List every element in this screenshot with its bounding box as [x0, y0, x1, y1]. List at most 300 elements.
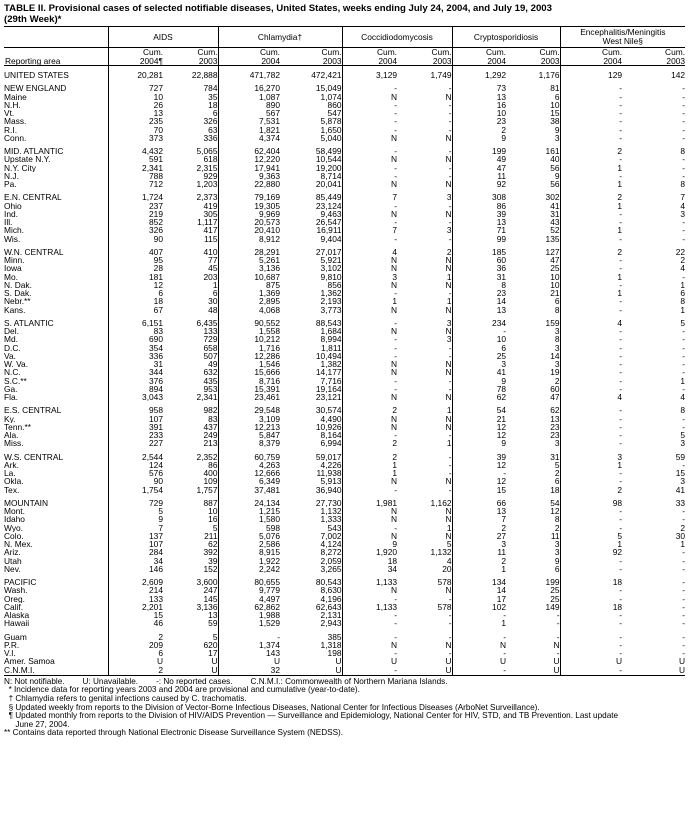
table-row	[4, 289, 685, 297]
value-cell: 1,318	[320, 640, 342, 649]
value-cell: -	[556, 611, 560, 620]
value-cell: 13	[452, 218, 506, 226]
value-cell: 1,922	[218, 557, 280, 565]
table-row	[4, 385, 685, 393]
value-cell: 39	[452, 453, 506, 461]
value-cell: -	[560, 84, 622, 92]
table-row	[4, 524, 685, 532]
value-cell: 83	[108, 327, 163, 335]
reporting-area-cell: MOUNTAIN	[4, 498, 49, 507]
reporting-area-cell: Minn.	[4, 256, 25, 265]
value-cell: 85,449	[315, 193, 342, 202]
value-cell: -	[448, 469, 452, 478]
value-cell: 8,716	[218, 377, 280, 385]
value-cell: 3	[452, 360, 506, 368]
value-cell: -	[560, 611, 622, 619]
value-cell: 9	[554, 125, 560, 134]
table-row	[4, 548, 685, 556]
value-cell: 284	[108, 548, 163, 556]
value-cell: 1	[342, 469, 397, 477]
reporting-area-cell: Del.	[4, 327, 19, 336]
value-cell: 5	[446, 540, 452, 549]
value-cell: -	[682, 133, 686, 142]
value-cell: 852	[108, 218, 163, 226]
value-cell: N	[342, 415, 397, 423]
value-cell: 78	[452, 385, 506, 393]
value-cell: 3	[560, 453, 622, 461]
value-cell: 6	[212, 109, 218, 118]
value-cell: -	[682, 272, 686, 281]
value-cell: 209	[108, 641, 163, 649]
value-cell: 12	[452, 461, 506, 469]
value-cell: 373	[108, 134, 163, 142]
reporting-area-cell: Oreg.	[4, 594, 25, 603]
table-row	[4, 172, 685, 180]
value-cell: 2,373	[196, 193, 218, 202]
value-cell: 471,782	[218, 71, 280, 79]
value-cell: -	[682, 100, 686, 109]
value-cell: 2	[554, 469, 560, 478]
value-cell: 15	[675, 469, 686, 478]
value-cell: 25	[550, 594, 560, 603]
value-cell: 16	[208, 515, 218, 524]
value-cell: 5,261	[218, 256, 280, 264]
document	[4, 3, 685, 738]
value-cell: 23,461	[218, 393, 280, 401]
value-cell: 4	[680, 264, 686, 273]
value-cell: 4,497	[218, 595, 280, 603]
value-cell: 39	[208, 556, 218, 565]
value-cell: 12,220	[218, 155, 280, 163]
reporting-area-cell: Upstate N.Y.	[4, 155, 51, 164]
table-row	[4, 368, 685, 376]
value-cell: 1,132	[320, 507, 342, 516]
footnote-line: June 27, 2004.	[4, 719, 70, 729]
value-cell: 32	[218, 666, 280, 676]
value-cell: 8	[680, 297, 686, 306]
footnotes	[4, 678, 685, 738]
value-cell: 3	[680, 209, 686, 218]
value-cell: 4,374	[218, 134, 280, 142]
reporting-area-cell: Ind.	[4, 209, 18, 218]
value-cell: 133	[203, 327, 218, 336]
value-cell: 376	[108, 377, 163, 385]
subheader-line: 2003	[198, 55, 218, 66]
table-row	[4, 101, 685, 109]
table-row	[4, 180, 685, 188]
value-cell: 4,432	[108, 147, 163, 155]
reporting-area-cell: PACIFIC	[4, 578, 37, 587]
value-cell: 3,773	[320, 305, 342, 314]
reporting-area-cell: W. Va.	[4, 360, 29, 369]
value-cell: N	[445, 133, 452, 142]
value-cell: 28	[108, 264, 163, 272]
value-cell: 1,132	[430, 548, 452, 557]
value-cell: 1	[560, 273, 622, 281]
table-row	[4, 633, 685, 641]
value-cell: 400	[203, 469, 218, 478]
value-cell: 1	[212, 280, 218, 289]
value-cell: N	[445, 155, 452, 164]
reporting-area-cell: Maine	[4, 92, 27, 101]
table-row	[4, 248, 685, 256]
value-cell: 36,940	[315, 485, 342, 494]
value-cell: 37,481	[218, 486, 280, 494]
subheader-line: Cum.	[665, 47, 686, 57]
value-cell: -	[682, 343, 686, 352]
footnote-list	[4, 686, 685, 738]
value-cell: 11	[452, 548, 506, 556]
value-cell: -	[342, 649, 397, 657]
subheader-2	[218, 48, 280, 66]
value-cell: 133	[108, 595, 163, 603]
value-cell: 20,410	[218, 226, 280, 234]
value-cell: 10,926	[315, 422, 342, 431]
value-cell: 4,068	[218, 306, 280, 314]
value-cell: -	[560, 117, 622, 125]
value-cell: -	[560, 633, 622, 641]
reporting-area-cell: N.Y. City	[4, 163, 36, 172]
value-cell: 199	[452, 147, 506, 155]
value-cell: 727	[108, 84, 163, 92]
title-line-2: (29th Week)*	[4, 14, 62, 25]
value-cell: 16	[452, 101, 506, 109]
table-row	[4, 134, 685, 142]
value-cell: 9	[452, 439, 506, 447]
table-row	[4, 344, 685, 352]
reporting-area-cell: Ky.	[4, 414, 16, 423]
value-cell: -	[682, 384, 686, 393]
value-cell: 2,341	[196, 393, 218, 402]
value-cell: N	[342, 210, 397, 218]
value-cell: 135	[545, 234, 560, 243]
value-cell: 13	[208, 611, 218, 620]
value-cell: 7	[452, 515, 506, 523]
value-cell: 308	[452, 193, 506, 201]
value-cell: 894	[108, 385, 163, 393]
value-cell: N	[342, 532, 397, 540]
value-cell: -	[452, 469, 506, 477]
value-cell: 8	[554, 335, 560, 344]
value-cell: -	[448, 376, 452, 385]
value-cell: U	[506, 666, 560, 676]
value-cell: 107	[108, 415, 163, 423]
value-cell: -	[560, 281, 622, 289]
value-cell: N	[553, 640, 560, 649]
value-cell: 1,811	[321, 343, 342, 352]
value-cell: N	[342, 180, 397, 188]
value-cell: -	[682, 460, 686, 469]
value-cell: 99	[452, 235, 506, 243]
value-cell: 1	[452, 619, 506, 627]
value-cell: 22,880	[218, 180, 280, 188]
value-cell: 54	[452, 406, 506, 414]
value-cell: 23	[550, 422, 560, 431]
value-cell: 2,131	[320, 611, 342, 620]
table-row	[4, 306, 685, 314]
value-cell: 1	[560, 289, 622, 297]
value-cell: 56	[550, 180, 560, 189]
reporting-area-cell: Okla.	[4, 477, 24, 486]
value-cell: 12	[452, 477, 506, 485]
value-cell: -	[448, 384, 452, 393]
value-cell: 472,421	[311, 71, 342, 80]
value-cell: 70	[108, 126, 163, 134]
value-cell: N	[342, 507, 397, 515]
table-row	[4, 218, 685, 226]
subheader-7	[506, 48, 560, 66]
value-cell: 12,666	[218, 469, 280, 477]
value-cell: -	[560, 256, 622, 264]
value-cell: 2,586	[218, 540, 280, 548]
value-cell: 19,305	[218, 202, 280, 210]
subheader-line: Cum.	[602, 47, 623, 57]
reporting-area-cell: E.S. CENTRAL	[4, 406, 62, 415]
subheader-6	[452, 48, 506, 66]
value-cell: -	[342, 235, 397, 243]
value-cell: 71	[452, 226, 506, 234]
value-cell: 17,941	[218, 164, 280, 172]
value-cell: 5	[680, 318, 686, 327]
value-cell: 4	[680, 393, 686, 402]
value-cell: -	[560, 264, 622, 272]
reporting-area-cell: Ill.	[4, 218, 13, 227]
value-cell: 60	[550, 384, 560, 393]
value-cell: 392	[203, 548, 218, 557]
subheader-line: Cum.	[539, 47, 560, 57]
value-cell: 3	[554, 133, 560, 142]
value-cell: 77	[208, 256, 218, 265]
value-cell: U	[163, 666, 218, 676]
value-cell: 124	[108, 461, 163, 469]
reporting-area-cell: UNITED STATES	[4, 71, 69, 80]
value-cell: 15	[550, 109, 560, 118]
value-cell: -	[342, 486, 397, 494]
value-cell: 598	[218, 524, 280, 532]
value-cell: 13	[550, 414, 560, 423]
value-cell: -	[682, 586, 686, 595]
reporting-area-cell: Colo.	[4, 531, 24, 540]
value-cell: -	[560, 515, 622, 523]
value-cell: 9,463	[320, 209, 342, 218]
group-aids: AIDS	[108, 27, 218, 48]
value-cell: 3,265	[320, 564, 342, 573]
value-cell: 235	[108, 117, 163, 125]
value-cell: 17	[452, 595, 506, 603]
table-row	[4, 603, 685, 611]
table-row	[4, 532, 685, 540]
value-cell: 5	[212, 632, 218, 641]
value-cell: -	[448, 125, 452, 134]
value-cell: -	[556, 632, 560, 641]
value-cell: 3,043	[108, 393, 163, 401]
value-cell: 4,226	[320, 460, 342, 469]
value-cell: 6,349	[218, 477, 280, 485]
value-cell: 146	[108, 565, 163, 573]
value-cell: 856	[327, 280, 342, 289]
value-cell: 54	[550, 498, 560, 507]
value-cell: 1	[680, 540, 686, 549]
value-cell: 159	[545, 318, 560, 327]
value-cell: 1,724	[108, 193, 163, 201]
value-cell: 6	[554, 92, 560, 101]
reporting-area-cell: Md.	[4, 335, 18, 344]
value-cell: 5	[554, 460, 560, 469]
value-cell: 13	[452, 93, 506, 101]
table-row	[4, 486, 685, 494]
value-cell: 1,749	[430, 71, 452, 80]
table-row	[4, 393, 685, 401]
value-cell: 10	[550, 272, 560, 281]
value-cell: 5,847	[218, 431, 280, 439]
value-cell: 14	[550, 351, 560, 360]
value-cell: 1	[446, 272, 452, 281]
value-cell: -	[682, 619, 686, 628]
value-cell: 8,379	[218, 439, 280, 447]
value-cell: 62	[550, 406, 560, 415]
value-cell: 12	[452, 431, 506, 439]
value-cell: N	[342, 360, 397, 368]
reporting-area-cell: N. Dak.	[4, 280, 32, 289]
value-cell: 4,124	[320, 540, 342, 549]
value-cell: -	[342, 377, 397, 385]
value-cell: -	[682, 360, 686, 369]
table-row	[4, 461, 685, 469]
value-cell: 12	[550, 507, 560, 516]
table-row	[4, 193, 685, 201]
value-cell: 80,543	[315, 578, 342, 587]
value-cell: 1,580	[218, 515, 280, 523]
value-cell: N	[445, 92, 452, 101]
value-cell: 860	[327, 100, 342, 109]
table-row	[4, 578, 685, 586]
value-cell: -	[448, 117, 452, 126]
value-cell: 958	[108, 406, 163, 414]
reporting-area-cell: S. ATLANTIC	[4, 318, 54, 327]
value-cell: 2	[680, 256, 686, 265]
value-cell: -	[560, 297, 622, 305]
reporting-area-cell: Tex.	[4, 485, 20, 494]
value-cell: 18	[560, 578, 622, 586]
value-cell: 3	[446, 318, 452, 327]
value-cell: -	[682, 414, 686, 423]
reporting-area-cell: Mass.	[4, 117, 27, 126]
value-cell: N	[445, 256, 452, 265]
value-cell: 1	[560, 540, 622, 548]
value-cell: 8,915	[218, 548, 280, 556]
value-cell: 234	[452, 319, 506, 327]
value-cell: N	[445, 507, 452, 516]
value-cell: 15,391	[218, 385, 280, 393]
value-cell: 3	[554, 360, 560, 369]
value-cell: N	[445, 180, 452, 189]
value-cell: 25	[550, 586, 560, 595]
value-cell: 578	[437, 602, 452, 611]
value-cell: -	[342, 109, 397, 117]
value-cell: -	[342, 595, 397, 603]
subheader-line: 2004	[261, 55, 280, 66]
value-cell: U	[342, 657, 397, 665]
reporting-area-cell: Ark.	[4, 460, 19, 469]
value-cell: 8,272	[320, 548, 342, 557]
value-cell: 79,169	[218, 193, 280, 201]
value-cell: 2	[342, 439, 397, 447]
reporting-area-cell: Conn.	[4, 133, 27, 142]
value-cell: 18	[208, 100, 218, 109]
value-cell: -	[560, 368, 622, 376]
value-cell: N	[445, 305, 452, 314]
value-cell: 953	[203, 384, 218, 393]
table-row	[4, 423, 685, 431]
value-cell: -	[682, 117, 686, 126]
table-row	[4, 155, 685, 163]
value-cell: N	[445, 280, 452, 289]
value-cell: 25	[452, 352, 506, 360]
value-cell: 1,362	[320, 289, 342, 298]
table-row	[4, 453, 685, 461]
footnote-line: * Incidence data for reporting years 2003 and 2004 are provisional and cumulative (year-to-date).	[4, 685, 360, 695]
value-cell: -	[560, 377, 622, 385]
value-cell: 19	[550, 368, 560, 377]
value-cell: 6	[108, 649, 163, 657]
value-cell: -	[682, 507, 686, 516]
value-cell: 784	[203, 84, 218, 93]
value-cell: 2	[452, 557, 506, 565]
value-cell: 7	[342, 193, 397, 201]
value-cell: 18	[342, 557, 397, 565]
subheader-0	[108, 48, 163, 66]
group-coccidiodomycosis: Coccidiodomycosis	[342, 27, 452, 48]
value-cell: 10,212	[218, 335, 280, 343]
value-cell: 4	[560, 319, 622, 327]
value-cell: N	[445, 368, 452, 377]
value-cell: 6	[554, 564, 560, 573]
value-cell: 47	[550, 256, 560, 265]
value-cell: 6,994	[320, 439, 342, 448]
value-cell: 10	[452, 335, 506, 343]
value-cell: -	[448, 619, 452, 628]
value-cell: 929	[203, 171, 218, 180]
value-cell: -	[342, 352, 397, 360]
value-cell: 63	[208, 125, 218, 134]
value-cell: 211	[204, 531, 218, 540]
subheader-line: Cum.	[259, 47, 280, 57]
reporting-area-cell: MID. ATLANTIC	[4, 147, 64, 156]
value-cell: -	[448, 460, 452, 469]
value-cell: 134	[452, 578, 506, 586]
value-cell: -	[342, 289, 397, 297]
value-cell: 40	[550, 155, 560, 164]
value-cell: 1,162	[430, 498, 452, 507]
value-cell: 7	[680, 193, 686, 202]
value-cell: 13	[108, 109, 163, 117]
reporting-area-cell: N. Mex.	[4, 540, 33, 549]
subheader-8	[560, 48, 622, 66]
value-cell: 1	[560, 226, 622, 234]
value-cell: -	[560, 469, 622, 477]
value-cell: 8	[680, 180, 686, 189]
value-cell: -	[448, 163, 452, 172]
value-cell: 6	[212, 289, 218, 298]
reporting-area-cell: Wyo.	[4, 523, 24, 532]
subheader-line: 2003	[432, 55, 452, 66]
value-cell: U	[280, 666, 342, 676]
value-cell: 43	[550, 218, 560, 227]
value-cell: 145	[203, 594, 218, 603]
value-cell: -	[560, 352, 622, 360]
value-cell: 19,200	[315, 163, 342, 172]
table-row	[4, 469, 685, 477]
